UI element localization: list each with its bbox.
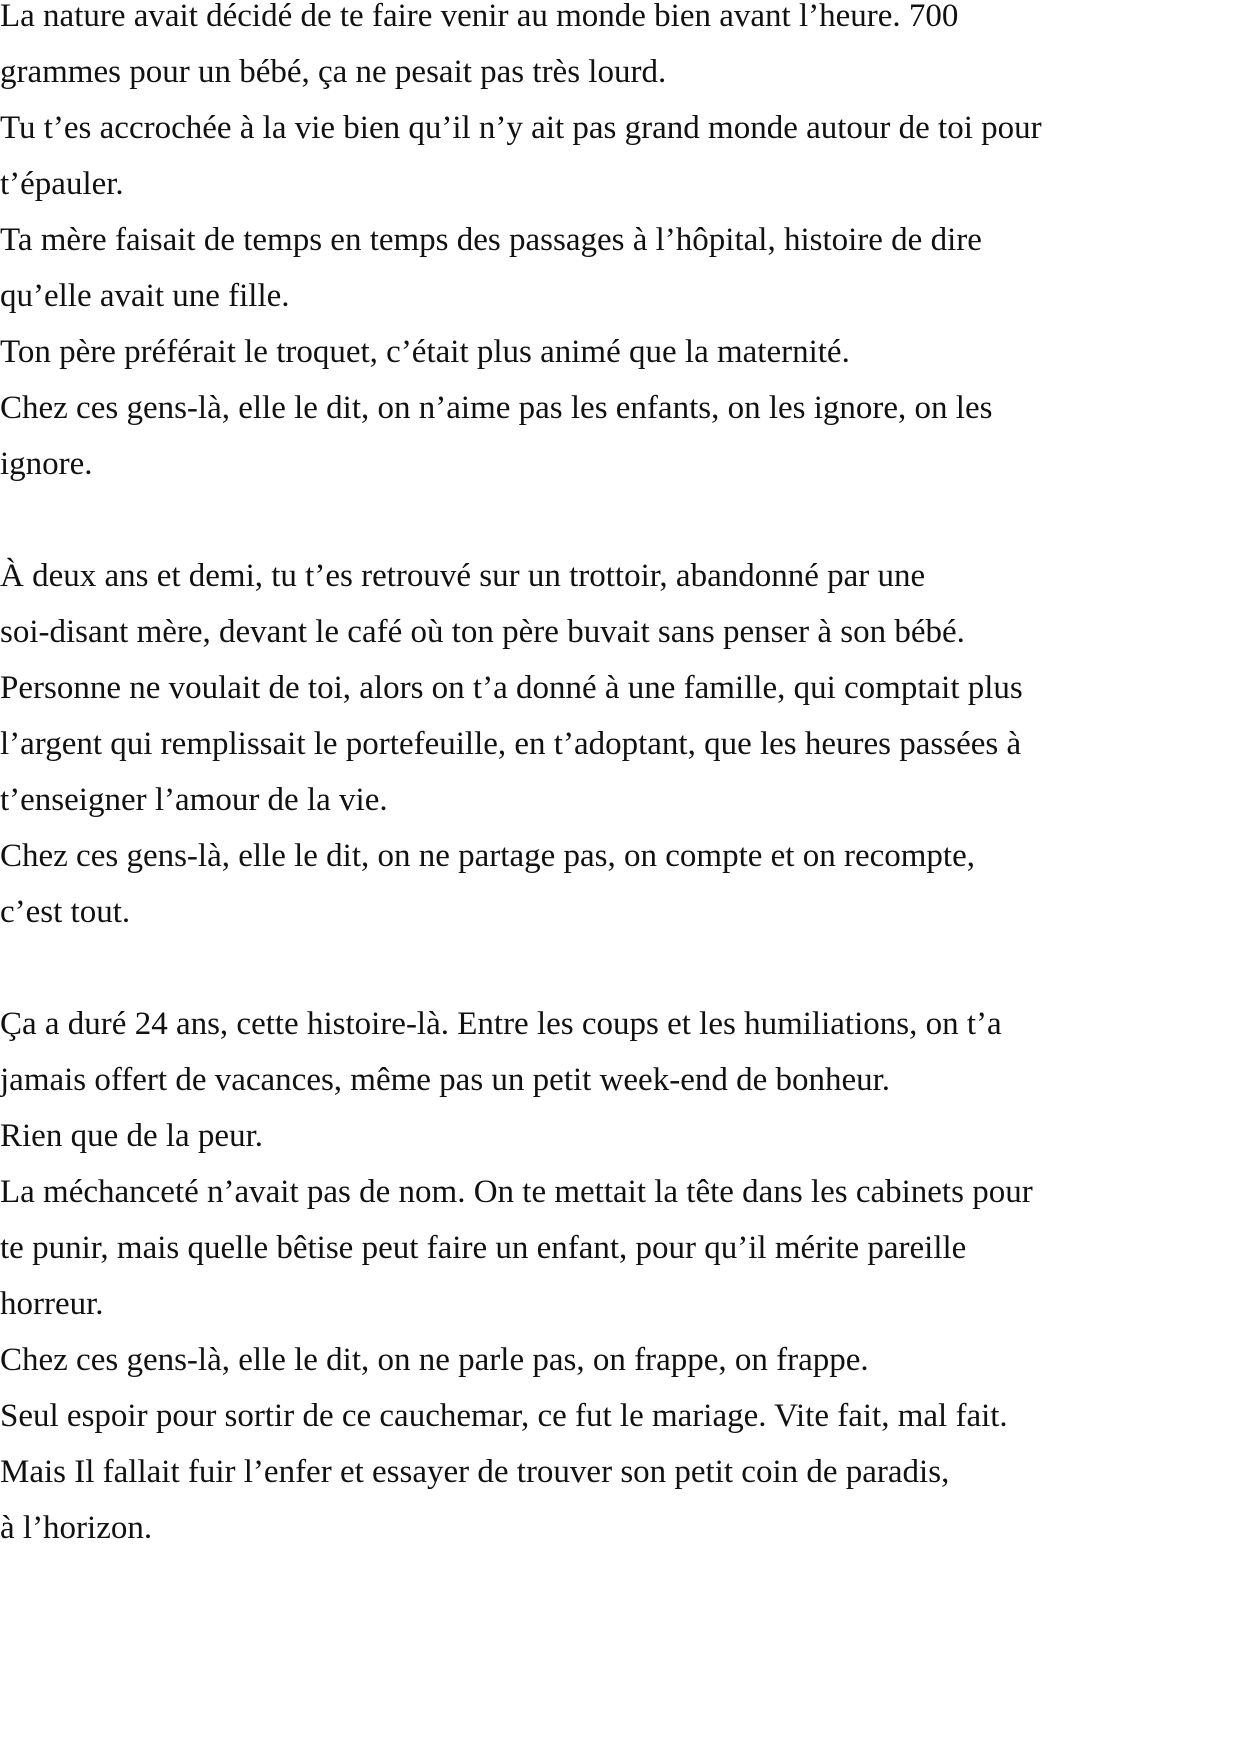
text-line: La nature avait décidé de te faire venir au monde bien avant l’heure. 700 bbox=[0, 0, 959, 34]
text-line: Chez ces gens-là, elle le dit, on ne partage pas, on compte et on recompte, bbox=[0, 838, 975, 874]
text-line: l’argent qui remplissait le portefeuille, en t’adoptant, que les heures passées à bbox=[0, 726, 1022, 762]
text-line: La méchanceté n’avait pas de nom. On te mettait la tête dans les cabinets pour bbox=[0, 1174, 1033, 1210]
text-line: te punir, mais quelle bêtise peut faire un enfant, pour qu’il mérite pareille bbox=[0, 1230, 967, 1266]
text-line: Ta mère faisait de temps en temps des passages à l’hôpital, histoire de dire bbox=[0, 222, 982, 258]
text-line: Chez ces gens-là, elle le dit, on ne parle pas, on frappe, on frappe. bbox=[0, 1342, 869, 1378]
text-line: t’enseigner l’amour de la vie. bbox=[0, 782, 388, 818]
text-line: Tu t’es accrochée à la vie bien qu’il n’y ait pas grand monde autour de toi pour bbox=[0, 110, 1042, 146]
text-line: À deux ans et demi, tu t’es retrouvé sur un trottoir, abandonné par une bbox=[0, 558, 926, 594]
text-line: Mais Il fallait fuir l’enfer et essayer de trouver son petit coin de paradis, bbox=[0, 1454, 950, 1490]
text-line: jamais offert de vacances, même pas un petit week-end de bonheur. bbox=[0, 1062, 891, 1098]
text-line: horreur. bbox=[0, 1286, 104, 1322]
text-line: Ton père préférait le troquet, c’était plus animé que la maternité. bbox=[0, 334, 850, 370]
text-line: Chez ces gens-là, elle le dit, on n’aime pas les enfants, on les ignore, on les bbox=[0, 390, 993, 426]
text-line: qu’elle avait une fille. bbox=[0, 278, 290, 314]
text-line: t’épauler. bbox=[0, 166, 124, 202]
text-line: Ça a duré 24 ans, cette histoire-là. Entre les coups et les humiliations, on t’a bbox=[0, 1006, 1002, 1042]
text-line: Seul espoir pour sortir de ce cauchemar, ce fut le mariage. Vite fait, mal fait. bbox=[0, 1398, 1008, 1434]
text-line: à l’horizon. bbox=[0, 1510, 153, 1546]
text-line: c’est tout. bbox=[0, 894, 131, 930]
text-line: Personne ne voulait de toi, alors on t’a donné à une famille, qui comptait plus bbox=[0, 670, 1023, 706]
text-line: ignore. bbox=[0, 446, 93, 482]
text-line: Rien que de la peur. bbox=[0, 1118, 264, 1154]
text-line: grammes pour un bébé, ça ne pesait pas très lourd. bbox=[0, 54, 667, 90]
text-line: soi-disant mère, devant le café où ton père buvait sans penser à son bébé. bbox=[0, 614, 965, 650]
